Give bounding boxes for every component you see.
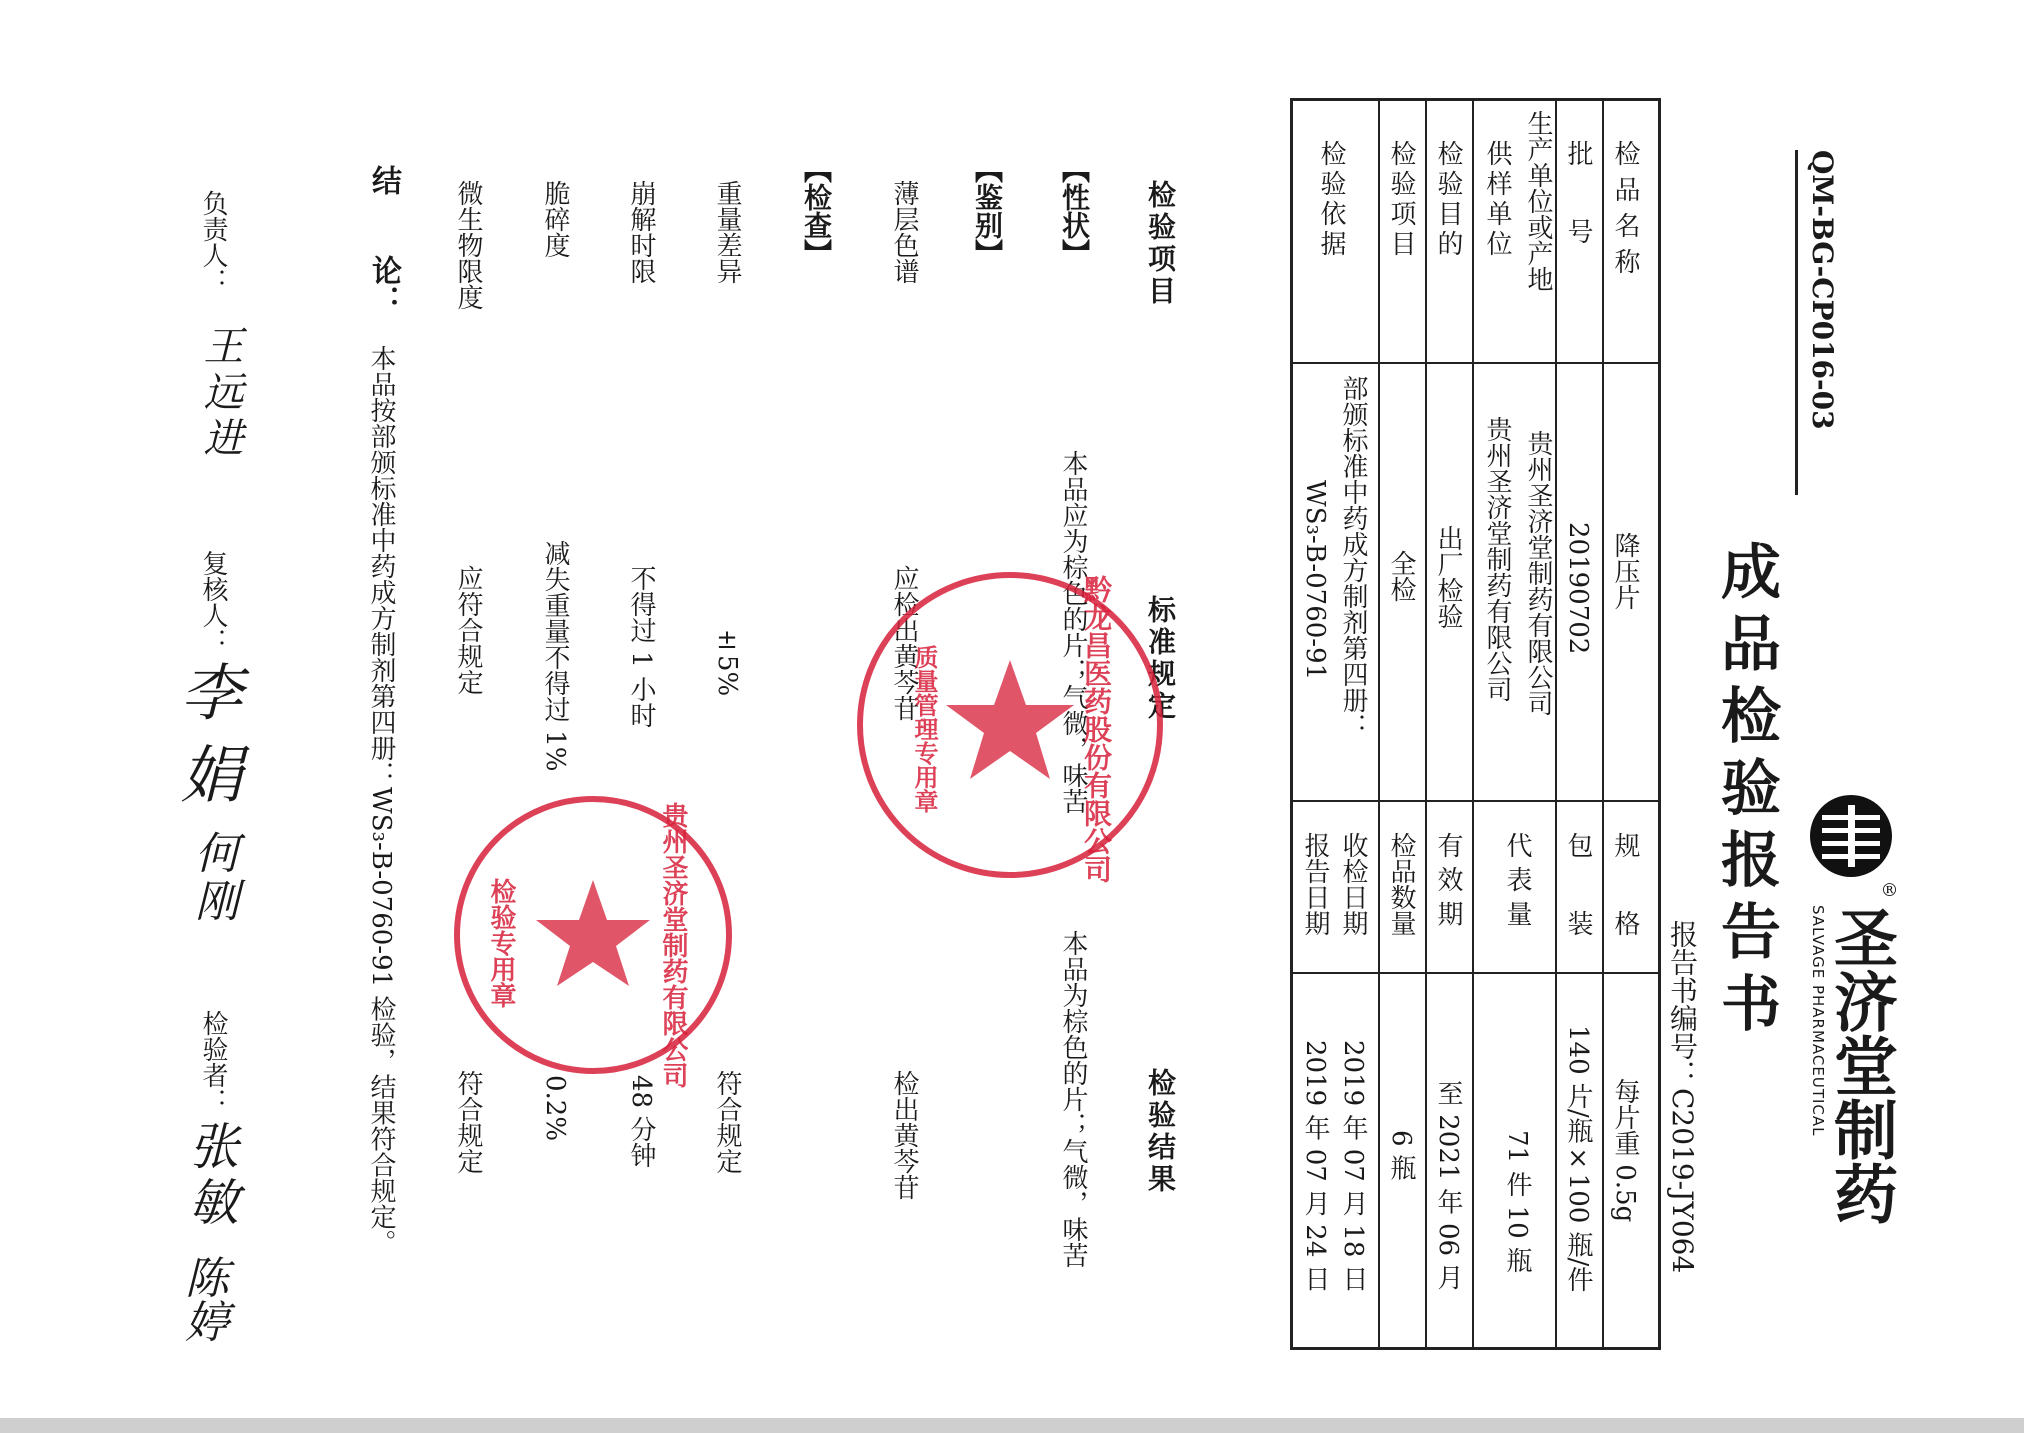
value-items: 全检	[1386, 550, 1416, 602]
label-rep: 报告日期	[1300, 832, 1330, 936]
label-recv: 收检日期	[1338, 832, 1368, 936]
brand-registered: ®	[1879, 880, 1900, 901]
value-spec: 每片重 0.5g	[1610, 1078, 1640, 1223]
tlc-std: 应检出黄芩苷	[889, 565, 919, 721]
section-identification: 【鉴别】	[971, 155, 1004, 267]
micro-item: 微生物限度	[453, 180, 483, 310]
friab-std: 减失重量不得过 1%	[540, 540, 570, 772]
friab-res: 0.2%	[540, 1075, 570, 1142]
micro-std: 应符合规定	[453, 565, 483, 695]
quality-stamp-title: 质量管理专用章	[910, 645, 939, 813]
label-expiry: 有 效 期	[1433, 832, 1463, 927]
scan-edge	[0, 1418, 2024, 1433]
doc-code: QM-BG-CP016-03	[1806, 150, 1839, 430]
manager-signature: 王远进	[197, 325, 243, 463]
label-spec: 规 格	[1610, 832, 1640, 936]
label-maker: 生产单位或产地	[1523, 110, 1553, 292]
inspection-stamp	[448, 790, 738, 1088]
inspection-stamp-org: 贵州圣济堂制药有限公司	[658, 802, 688, 1088]
value-recv: 2019 年 07 月 18 日	[1338, 1040, 1368, 1292]
value-maker: 贵州圣济堂制药有限公司	[1523, 430, 1553, 716]
quality-stamp	[850, 565, 1170, 885]
label-items: 检验项目	[1386, 140, 1416, 260]
value-batch: 20190702	[1563, 522, 1593, 655]
character-res: 本品为棕色的片；气微，味苦	[1058, 930, 1088, 1268]
value-basis-2: WS₃-B-0760-91	[1300, 480, 1330, 681]
micro-res: 符合规定	[453, 1070, 483, 1174]
disint-item: 崩解时限	[626, 180, 656, 284]
report-title: 成品检验报告书	[1711, 540, 1781, 1044]
inspector-signature: 张敏	[181, 1120, 239, 1232]
brand-logo	[1810, 795, 1892, 877]
character-std: 本品应为棕色的片；气微，味苦	[1058, 450, 1088, 814]
manager-label: 负责人：	[198, 190, 228, 294]
value-qty: 6 瓶	[1386, 1130, 1416, 1181]
col-item-header: 检验项目	[1144, 180, 1177, 308]
label-batch: 批 号	[1563, 140, 1593, 244]
label-basis: 检验依据	[1316, 140, 1346, 260]
value-pack: 140 片/瓶×100 瓶/件	[1563, 1025, 1593, 1293]
weight-res: 符合规定	[712, 1070, 742, 1174]
label-sample: 代 表 量	[1502, 832, 1532, 927]
value-product: 降压片	[1610, 532, 1640, 610]
reviewer-signature-2: 何刚	[187, 830, 238, 926]
label-qty: 检品数量	[1386, 832, 1416, 936]
section-character: 【性状】	[1058, 155, 1091, 267]
value-rep: 2019 年 07 月 24 日	[1300, 1040, 1330, 1292]
friab-item: 脆碎度	[540, 180, 570, 258]
value-basis-1: 部颁标准中药成方制剂第四册：	[1338, 375, 1368, 739]
weight-item: 重量差异	[712, 180, 742, 284]
label-supplier: 供样单位	[1482, 140, 1512, 260]
brand-name: 圣济堂制药	[1823, 905, 1897, 1225]
label-purpose: 检验目的	[1433, 140, 1463, 260]
quality-stamp-org: 黔龙昌医药股份有限公司	[1080, 575, 1113, 883]
conclusion-text: 本品按部颁标准中药成方制剂第四册：WS₃-B-0760-91 检验，结果符合规定。	[366, 345, 396, 1256]
label-pack: 包 装	[1563, 832, 1593, 936]
value-expiry: 至 2021 年 06 月	[1433, 1080, 1463, 1291]
disint-res: 48 分钟	[626, 1075, 656, 1169]
inspector-signature-2: 陈婷	[177, 1255, 228, 1343]
brand-name-en: SALVAGE PHARMACEUTICAL	[1809, 905, 1827, 1137]
col-res-header: 检验结果	[1144, 1068, 1177, 1196]
tlc-res: 检出黄芩苷	[889, 1070, 919, 1200]
value-sample: 71 件 10 瓶	[1502, 1130, 1532, 1273]
value-supplier: 贵州圣济堂制药有限公司	[1482, 416, 1512, 702]
inspection-stamp-title: 检验专用章	[486, 878, 516, 1008]
doc-code-underline	[1795, 150, 1798, 495]
report-number: 报告书编号：C2019-JY064	[1666, 920, 1699, 1274]
disint-std: 不得过 1 小时	[626, 565, 656, 729]
conclusion-label: 结 论：	[366, 165, 401, 315]
inspector-label: 检验者：	[198, 1010, 228, 1114]
reviewer-label: 复核人：	[198, 550, 228, 654]
col-std-header: 标准规定	[1144, 595, 1177, 723]
label-product: 检品名称	[1610, 140, 1640, 284]
reviewer-signature: 李娟	[170, 660, 243, 824]
tlc-item: 薄层色谱	[889, 180, 919, 284]
value-purpose: 出厂检验	[1433, 525, 1463, 629]
weight-std: ±5%	[712, 625, 742, 697]
section-check: 【检查】	[800, 155, 833, 267]
